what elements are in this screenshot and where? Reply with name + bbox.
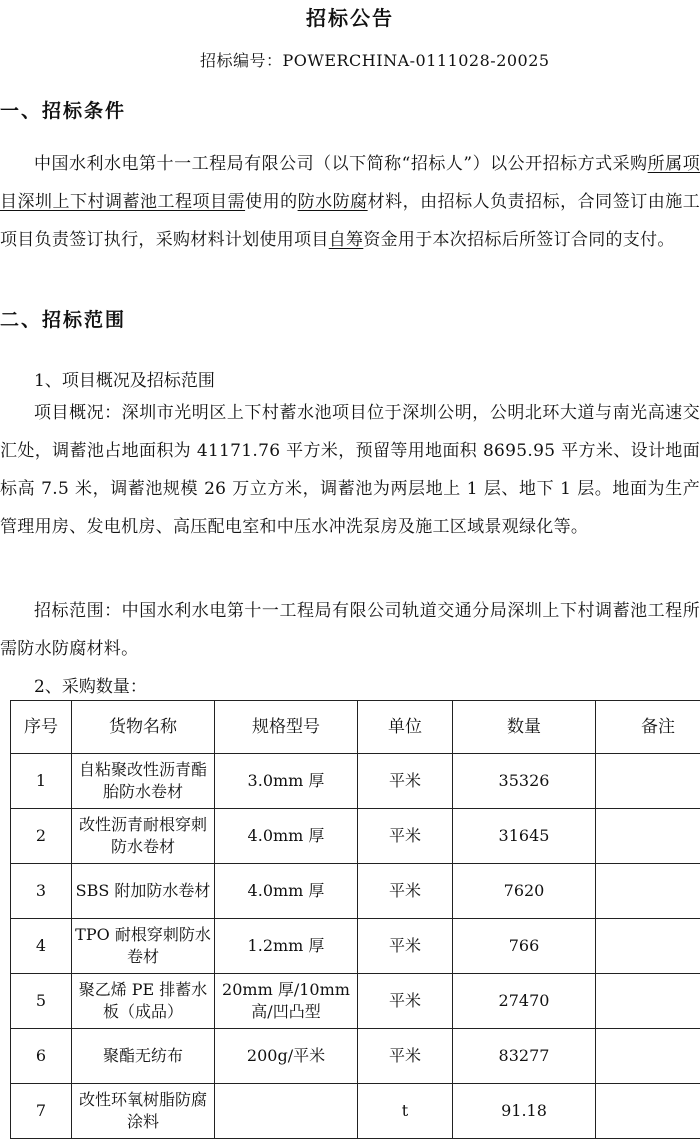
- table-row: [11, 919, 700, 974]
- cell-remark: [596, 1084, 700, 1139]
- cell-qty: 31645: [453, 809, 596, 864]
- cell-name: 自粘聚改性沥青酯胎防水卷材: [72, 754, 215, 809]
- header-unit: 单位: [358, 701, 453, 754]
- bid-number: 招标编号：POWERCHINA-0111028-20025: [200, 51, 550, 70]
- cell-remark: [596, 754, 700, 809]
- cell-no: 7: [11, 1084, 72, 1139]
- cell-name: 聚酯无纺布: [72, 1029, 215, 1084]
- cell-name: SBS 附加防水卷材: [72, 864, 215, 919]
- header-qty: 数量: [453, 701, 596, 754]
- overview-paragraph: 项目概况：深圳市光明区上下村蓄水池项目位于深圳公明，公明北环大道与南光高速交汇处，调蓄池占地面积为 41171.76 平方米，预留等用地面积 8695.95 平方米、设计地面标高 7.5 米，调蓄池规模 26 万立方米，调蓄池为两层地上 1 层、地下 1 层。地面为生产管理用房、发电机房、高压配电室和中压水冲洗泵房及施工区域景观绿化等。: [0, 403, 700, 537]
- cell-unit: 平米: [358, 809, 453, 864]
- cell-no: 4: [11, 919, 72, 974]
- table-row: [11, 1029, 700, 1084]
- header-name: 货物名称: [72, 701, 215, 754]
- cell-qty: 83277: [453, 1029, 596, 1084]
- section-heading-conditions: 一、招标条件: [0, 100, 127, 122]
- header-remark: 备注: [596, 701, 700, 754]
- text-run: 中国水利水电第十一工程局有限公司（以下简称“招标人”）以公开招标方式采购: [34, 154, 648, 174]
- cell-remark: [596, 1029, 700, 1084]
- cell-remark: [596, 974, 700, 1029]
- table-row: [11, 974, 700, 1029]
- cell-no: 1: [11, 754, 72, 809]
- header-no: 序号: [11, 701, 72, 754]
- cell-spec: 4.0mm 厚: [215, 864, 358, 919]
- subheading-quantity: 2、采购数量：: [34, 677, 147, 697]
- cell-unit: 平米: [358, 754, 453, 809]
- cell-remark: [596, 809, 700, 864]
- cell-unit: 平米: [358, 1029, 453, 1084]
- cell-no: 5: [11, 974, 72, 1029]
- cell-remark: [596, 919, 700, 974]
- cell-qty: 27470: [453, 974, 596, 1029]
- scope-paragraph: 招标范围：中国水利水电第十一工程局有限公司轨道交通分局深圳上下村调蓄池工程所需防水防腐材料。: [0, 601, 700, 659]
- cell-no: 3: [11, 864, 72, 919]
- cell-unit: t: [358, 1084, 453, 1139]
- cell-qty: 35326: [453, 754, 596, 809]
- subheading-overview: 1、项目概况及招标范围: [34, 371, 215, 391]
- text-run: 材料，由招标人负责招标，合同签订由施工项目负责签订执行，采购材料计划使用项目: [0, 192, 700, 250]
- cell-spec: [215, 1084, 358, 1139]
- cell-qty: 7620: [453, 864, 596, 919]
- page-title: 招标公告: [306, 6, 394, 30]
- cell-name: 改性环氧树脂防腐涂料: [72, 1084, 215, 1139]
- cell-unit: 平米: [358, 919, 453, 974]
- table-row: [11, 1084, 700, 1139]
- table-row: [11, 809, 700, 864]
- cell-remark: [596, 864, 700, 919]
- cell-spec: 200g/平米: [215, 1029, 358, 1084]
- section-conditions-paragraph: [0, 145, 700, 259]
- cell-spec: 20mm 厚/10mm 高/凹凸型: [215, 974, 358, 1029]
- table-row: [11, 754, 700, 809]
- text-run: 使用的: [245, 192, 298, 212]
- header-spec: 规格型号: [215, 701, 358, 754]
- cell-spec: 4.0mm 厚: [215, 809, 358, 864]
- cell-spec: 1.2mm 厚: [215, 919, 358, 974]
- cell-name: 改性沥青耐根穿刺防水卷材: [72, 809, 215, 864]
- underlined-funding: 自筹: [328, 230, 364, 250]
- cell-spec: 3.0mm 厚: [215, 754, 358, 809]
- cell-name: TPO 耐根穿刺防水卷材: [72, 919, 215, 974]
- table-header-row: [11, 701, 700, 754]
- section-heading-scope: 二、招标范围: [0, 309, 127, 331]
- cell-no: 6: [11, 1029, 72, 1084]
- underlined-material: 防水防腐: [297, 192, 368, 212]
- text-run: 资金用于本次招标后所签订合同的支付。: [363, 230, 675, 250]
- underlined-project: 所属项目深圳上下村调蓄池工程项目需: [0, 154, 700, 212]
- cell-unit: 平米: [358, 974, 453, 1029]
- cell-qty: 766: [453, 919, 596, 974]
- table-row: [11, 864, 700, 919]
- cell-no: 2: [11, 809, 72, 864]
- cell-qty: 91.18: [453, 1084, 596, 1139]
- procurement-table: [10, 700, 700, 1139]
- cell-name: 聚乙烯 PE 排蓄水板（成品）: [72, 974, 215, 1029]
- cell-unit: 平米: [358, 864, 453, 919]
